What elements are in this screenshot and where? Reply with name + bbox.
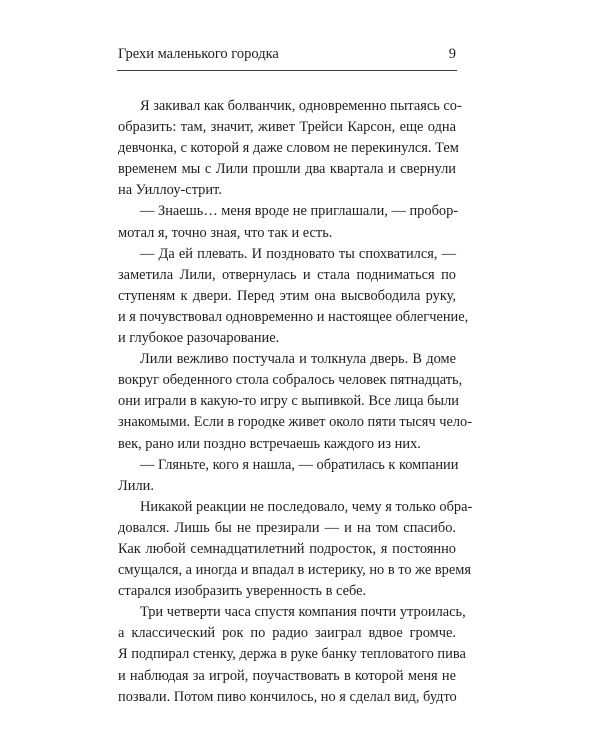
text-line: позвали. Потом пиво кончилось, но я сделал вид, будто [118, 688, 457, 705]
paragraph [118, 201, 459, 243]
text-line: и наблюдая за игрой, поучаствовать в которой меня не [118, 667, 456, 684]
text-line: — Гляньте, кого я нашла, — обратилась к компании [140, 456, 459, 473]
paragraph [118, 602, 466, 707]
body-text [118, 96, 473, 708]
text-line: знакомыми. Если в городке живет около пяти тысяч чело- [118, 414, 473, 431]
text-line: а классический рок по радио заиграл вдвое громче. [118, 625, 456, 642]
paragraph [118, 497, 473, 602]
text-line: и я почувствовал одновременно и настоящее облегчение, [118, 308, 469, 325]
text-line: Лили вежливо постучала и толкнула дверь. В доме [140, 351, 456, 368]
text-line: и глубокое разочарование. [118, 330, 280, 347]
text-line: старался изобразить уверенность в себе. [118, 583, 367, 600]
text-line: Я закивал как болванчик, одновременно пытаясь со- [140, 98, 462, 114]
running-head [118, 46, 456, 66]
page-number: 9 [448, 46, 456, 62]
text-line: временем мы с Лили прошли два квартала и свернули [118, 161, 456, 178]
text-line: девчонка, с которой я даже словом не перекинулся. Тем [118, 140, 459, 157]
text-line: на Уиллоу-стрит. [118, 182, 222, 199]
text-line: Как любой семнадцатилетний подросток, я постоянно [118, 540, 456, 557]
text-line: смущался, а иногда и впадал в истерику, но в то же время [118, 562, 471, 579]
text-line: Лили. [118, 477, 154, 494]
text-line: — Да ей плевать. И поздновато ты спохватился, — [140, 245, 456, 262]
header-rule [117, 70, 457, 71]
text-line: ступеням к двери. Перед этим она высвободила руку, [118, 287, 456, 304]
paragraph [118, 349, 473, 454]
text-line: Никакой реакции не последовало, чему я только обра- [140, 498, 473, 515]
running-title: Грехи маленького городка [118, 46, 279, 62]
text-line: мотал я, точно зная, что так и есть. [118, 224, 333, 241]
text-line: образить: там, значит, живет Трейси Карсон, еще одна [118, 119, 456, 136]
text-line: вокруг обеденного стола собралось человек пятнадцать, [118, 372, 463, 389]
paragraph [118, 455, 459, 497]
paragraph [118, 96, 462, 201]
text-line: они играли в какую-то игру с выпивкой. Все лица были [118, 393, 459, 410]
text-line: — Знаешь… меня вроде не приглашали, — пробор- [140, 203, 459, 220]
text-line: заметила Лили, отвернулась и стала подниматься по [118, 266, 456, 283]
paragraph [118, 244, 469, 349]
text-line: Я подпирал стенку, держа в руке банку тепловатого пива [118, 646, 466, 663]
text-line: довался. Лишь бы не презирали — и на том спасибо. [118, 519, 456, 536]
text-line: век, рано или поздно встречаешь каждого из них. [118, 435, 421, 452]
text-line: Три четверти часа спустя компания почти утроилась, [140, 604, 466, 621]
